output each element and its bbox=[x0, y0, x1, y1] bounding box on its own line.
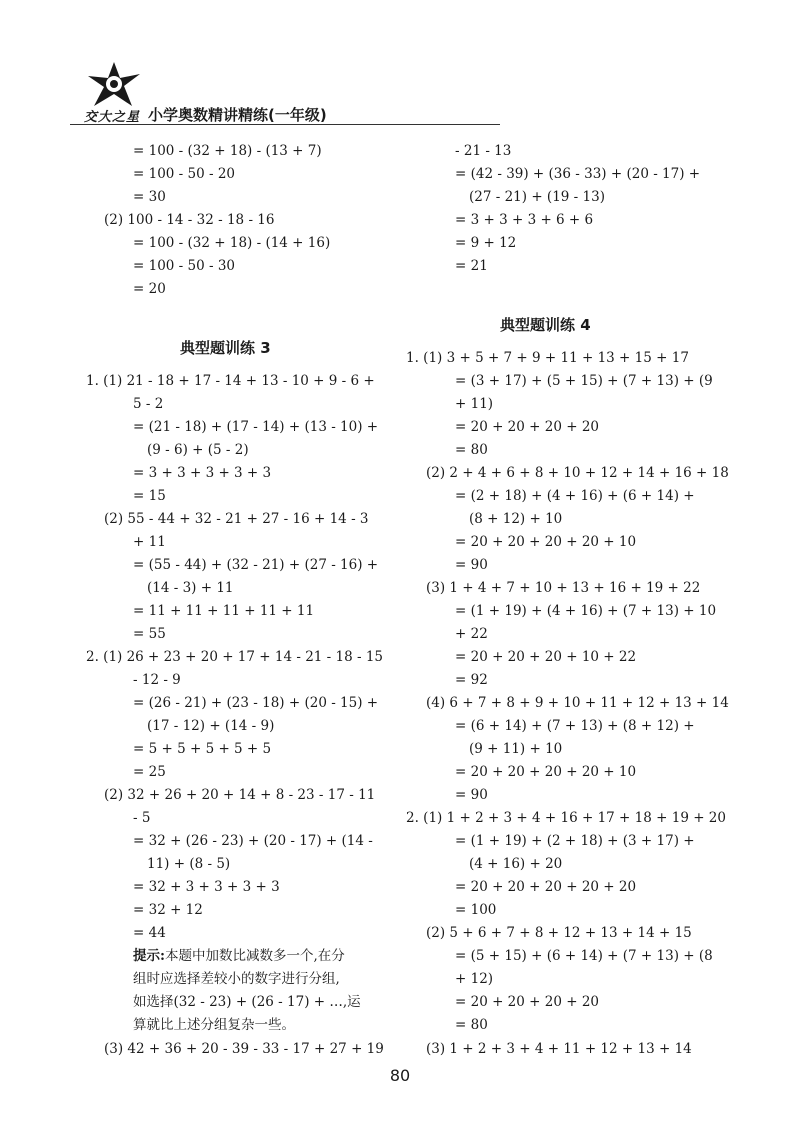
equation-line: = (55 - 44) + (32 - 21) + (27 - 16) + bbox=[133, 557, 379, 573]
header-divider bbox=[70, 124, 500, 125]
equation-line: = 100 bbox=[455, 902, 497, 918]
equation-line: + 22 bbox=[455, 626, 488, 642]
equation-line: + 11) bbox=[455, 396, 494, 412]
equation-line: (4) 6 + 7 + 8 + 9 + 10 + 11 + 12 + 13 + 14 bbox=[426, 695, 729, 711]
equation-line: (2) 55 - 44 + 32 - 21 + 27 - 16 + 14 - 3 bbox=[104, 511, 369, 527]
equation-line: = 30 bbox=[133, 189, 166, 205]
equation-line: = (26 - 21) + (23 - 18) + (20 - 15) + bbox=[133, 695, 379, 711]
equation-line: = 44 bbox=[133, 925, 166, 941]
equation-line: = 92 bbox=[455, 672, 488, 688]
equation-line: = 80 bbox=[455, 1017, 488, 1033]
equation-line: = 100 - 50 - 20 bbox=[133, 166, 236, 182]
equation-line: (2) 5 + 6 + 7 + 8 + 12 + 13 + 14 + 15 bbox=[426, 925, 692, 941]
equation-line: (27 - 21) + (19 - 13) bbox=[469, 189, 605, 205]
equation-line: 11) + (8 - 5) bbox=[147, 856, 231, 872]
equation-line: = (2 + 18) + (4 + 16) + (6 + 14) + bbox=[455, 488, 695, 504]
equation-line: = (21 - 18) + (17 - 14) + (13 - 10) + bbox=[133, 419, 379, 435]
equation-line: = 100 - 50 - 30 bbox=[133, 258, 236, 274]
equation-line: 2. (1) 1 + 2 + 3 + 4 + 16 + 17 + 18 + 19 + 20 bbox=[406, 810, 726, 826]
equation-line: + 12) bbox=[455, 971, 494, 987]
equation-line: (8 + 12) + 10 bbox=[469, 511, 563, 527]
hint-text: 如选择(32 - 23) + (26 - 17) + …,运 bbox=[133, 994, 361, 1010]
equation-line: = 100 - (32 + 18) - (14 + 16) bbox=[133, 235, 331, 251]
equation-line: (2) 32 + 26 + 20 + 14 + 8 - 23 - 17 - 11 bbox=[104, 787, 376, 803]
equation-line: (2) 100 - 14 - 32 - 18 - 16 bbox=[104, 212, 275, 228]
equation-line: (3) 1 + 2 + 3 + 4 + 11 + 12 + 13 + 14 bbox=[426, 1041, 692, 1057]
equation-line: = 32 + 3 + 3 + 3 + 3 bbox=[133, 879, 280, 895]
equation-line: = 5 + 5 + 5 + 5 + 5 bbox=[133, 741, 272, 757]
equation-line: = 90 bbox=[455, 787, 488, 803]
book-title: 小学奥数精讲精练(一年级) bbox=[148, 106, 327, 124]
equation-line: = (3 + 17) + (5 + 15) + (7 + 13) + (9 bbox=[455, 373, 713, 389]
equation-line: (14 - 3) + 11 bbox=[147, 580, 234, 596]
page-number: 80 bbox=[389, 1066, 411, 1085]
equation-line: = 15 bbox=[133, 488, 166, 504]
equation-line: = (42 - 39) + (36 - 33) + (20 - 17) + bbox=[455, 166, 701, 182]
equation-line: 1. (1) 3 + 5 + 7 + 9 + 11 + 13 + 15 + 17 bbox=[406, 350, 689, 366]
page-header bbox=[70, 60, 510, 130]
equation-line: (3) 42 + 36 + 20 - 39 - 33 - 17 + 27 + 19 bbox=[104, 1041, 384, 1057]
equation-line: (2) 2 + 4 + 6 + 8 + 10 + 12 + 14 + 16 + 18 bbox=[426, 465, 729, 481]
equation-line: = (5 + 15) + (6 + 14) + (7 + 13) + (8 bbox=[455, 948, 713, 964]
equation-line: = 11 + 11 + 11 + 11 + 11 bbox=[133, 603, 315, 619]
equation-line: (4 + 16) + 20 bbox=[469, 856, 563, 872]
equation-line: = 20 + 20 + 20 + 20 + 10 bbox=[455, 534, 637, 550]
section-heading-4: 典型题训练 4 bbox=[500, 316, 591, 334]
hint-text: 算就比上述分组复杂一些。 bbox=[133, 1017, 295, 1033]
equation-line: (9 - 6) + (5 - 2) bbox=[147, 442, 249, 458]
equation-line: = 3 + 3 + 3 + 6 + 6 bbox=[455, 212, 594, 228]
equation-line: = 20 + 20 + 20 + 20 + 20 bbox=[455, 879, 637, 895]
hint-text: 组时应选择差较小的数字进行分组, bbox=[133, 971, 340, 987]
equation-line: = 20 + 20 + 20 + 10 + 22 bbox=[455, 649, 637, 665]
equation-line: = (1 + 19) + (2 + 18) + (3 + 17) + bbox=[455, 833, 695, 849]
equation-line: + 11 bbox=[133, 534, 166, 550]
hint-label: 提示: bbox=[133, 948, 165, 964]
equation-line: - 21 - 13 bbox=[455, 143, 512, 159]
hint-text: 本题中加数比减数多一个,在分 bbox=[164, 948, 345, 964]
equation-line: = 20 + 20 + 20 + 20 + 10 bbox=[455, 764, 637, 780]
equation-line: = 80 bbox=[455, 442, 488, 458]
equation-line: = (6 + 14) + (7 + 13) + (8 + 12) + bbox=[455, 718, 695, 734]
equation-line: = 32 + (26 - 23) + (20 - 17) + (14 - bbox=[133, 833, 373, 849]
equation-line: = 32 + 12 bbox=[133, 902, 203, 918]
equation-line: (17 - 12) + (14 - 9) bbox=[147, 718, 275, 734]
equation-line: = 100 - (32 + 18) - (13 + 7) bbox=[133, 143, 322, 159]
brand-name: 交大之星 bbox=[84, 110, 141, 125]
equation-line: = 90 bbox=[455, 557, 488, 573]
equation-line: = 3 + 3 + 3 + 3 + 3 bbox=[133, 465, 272, 481]
equation-line: 2. (1) 26 + 23 + 20 + 17 + 14 - 21 - 18 - 15 bbox=[86, 649, 384, 665]
equation-line: - 12 - 9 bbox=[133, 672, 181, 688]
equation-line: = 20 + 20 + 20 + 20 bbox=[455, 994, 599, 1010]
equation-line: (9 + 11) + 10 bbox=[469, 741, 563, 757]
equation-line: = 9 + 12 bbox=[455, 235, 517, 251]
equation-line: = 21 bbox=[455, 258, 488, 274]
equation-line: 1. (1) 21 - 18 + 17 - 14 + 13 - 10 + 9 - 6 + bbox=[86, 373, 375, 389]
star-logo-icon bbox=[84, 60, 144, 110]
equation-line: = 20 + 20 + 20 + 20 bbox=[455, 419, 599, 435]
equation-line: = 55 bbox=[133, 626, 166, 642]
equation-line: - 5 bbox=[133, 810, 151, 826]
section-heading-3: 典型题训练 3 bbox=[180, 339, 271, 357]
equation-line: = 20 bbox=[133, 281, 166, 297]
equation-line: (3) 1 + 4 + 7 + 10 + 13 + 16 + 19 + 22 bbox=[426, 580, 701, 596]
equation-line: = 25 bbox=[133, 764, 166, 780]
equation-line: 5 - 2 bbox=[133, 396, 164, 412]
equation-line: = (1 + 19) + (4 + 16) + (7 + 13) + 10 bbox=[455, 603, 717, 619]
